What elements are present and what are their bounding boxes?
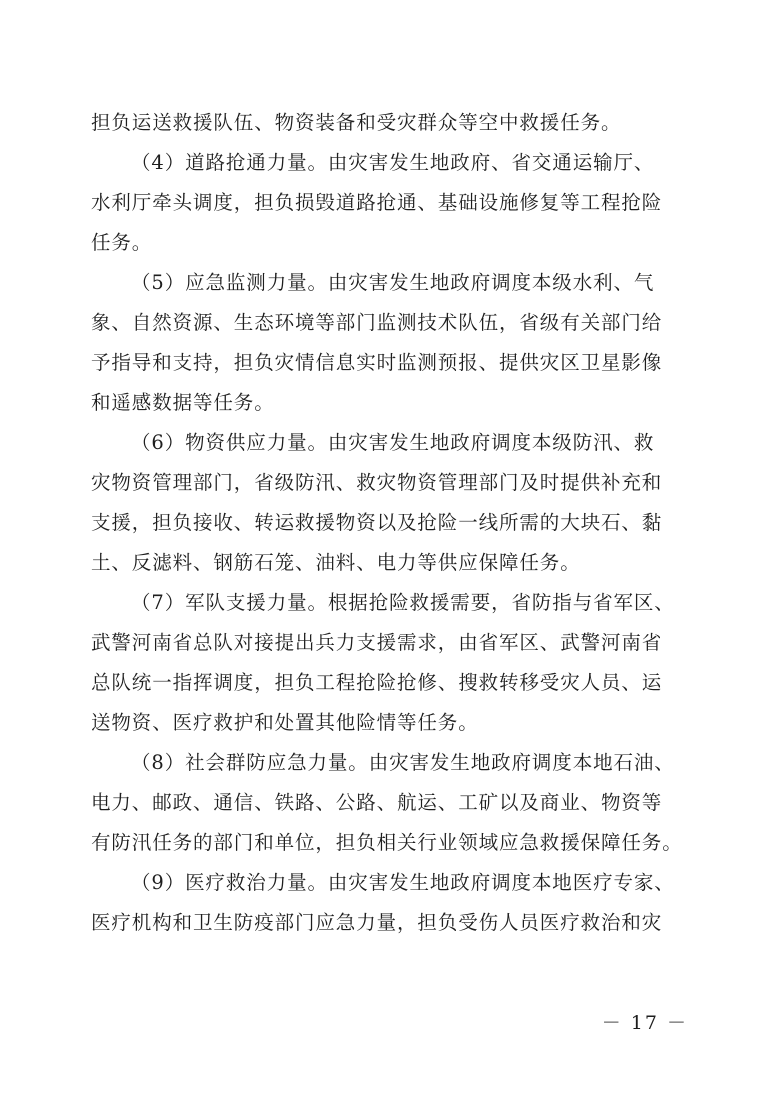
text-line: 有防汛任务的部门和单位，担负相关行业领域应急救援保障任务。 [91, 831, 683, 854]
text-line: 送物资、医疗救护和处置其他险情等任务。 [91, 711, 479, 734]
text-line: 医疗机构和卫生防疫部门应急力量，担负受伤人员医疗救治和灾 [91, 911, 663, 934]
text-line: 电力、邮政、通信、铁路、公路、航运、工矿以及商业、物资等 [91, 791, 663, 814]
text-line: （4）道路抢通力量。由灾害发生地政府、省交通运输厅、 [131, 151, 655, 174]
paragraph-road-clearing [91, 143, 701, 263]
page-number: － 17 － [601, 1012, 688, 1034]
text-line: 和遥感数据等任务。 [91, 391, 275, 414]
text-line: 支援，担负接收、转运救援物资以及抢险一线所需的大块石、黏 [91, 511, 663, 534]
text-line: 象、自然资源、生态环境等部门监测技术队伍，省级有关部门给 [91, 311, 663, 334]
text-line: 担负运送救援队伍、物资装备和受灾群众等空中救援任务。 [91, 111, 622, 134]
text-line: （8）社会群防应急力量。由灾害发生地政府调度本地石油、 [131, 751, 675, 774]
paragraph-social-defense [91, 743, 701, 863]
text-line: （7）军队支援力量。根据抢险救援需要，省防指与省军区、 [131, 591, 675, 614]
text-line: 土、反滤料、钢筋石笼、油料、电力等供应保障任务。 [91, 551, 581, 574]
paragraph-emergency-monitoring [91, 263, 701, 423]
text-line: 武警河南省总队对接提出兵力支援需求，由省军区、武警河南省 [91, 631, 663, 654]
document-body [91, 103, 701, 943]
paragraph-air-rescue-continuation [91, 103, 701, 143]
text-line: 予指导和支持，担负灾情信息实时监测预报、提供灾区卫星影像 [91, 351, 663, 374]
text-line: 总队统一指挥调度，担负工程抢险抢修、搜救转移受灾人员、运 [91, 671, 663, 694]
text-line: 灾物资管理部门，省级防汛、救灾物资管理部门及时提供补充和 [91, 471, 663, 494]
text-line: （9）医疗救治力量。由灾害发生地政府调度本地医疗专家、 [131, 871, 675, 894]
text-line: 水利厅牵头调度，担负损毁道路抢通、基础设施修复等工程抢险 [91, 191, 663, 214]
text-line: 任务。 [91, 231, 153, 254]
text-line: （6）物资供应力量。由灾害发生地政府调度本级防汛、救 [131, 431, 655, 454]
paragraph-medical-treatment [91, 863, 701, 943]
paragraph-military-support [91, 583, 701, 743]
paragraph-material-supply [91, 423, 701, 583]
text-line: （5）应急监测力量。由灾害发生地政府调度本级水利、气 [131, 271, 655, 294]
